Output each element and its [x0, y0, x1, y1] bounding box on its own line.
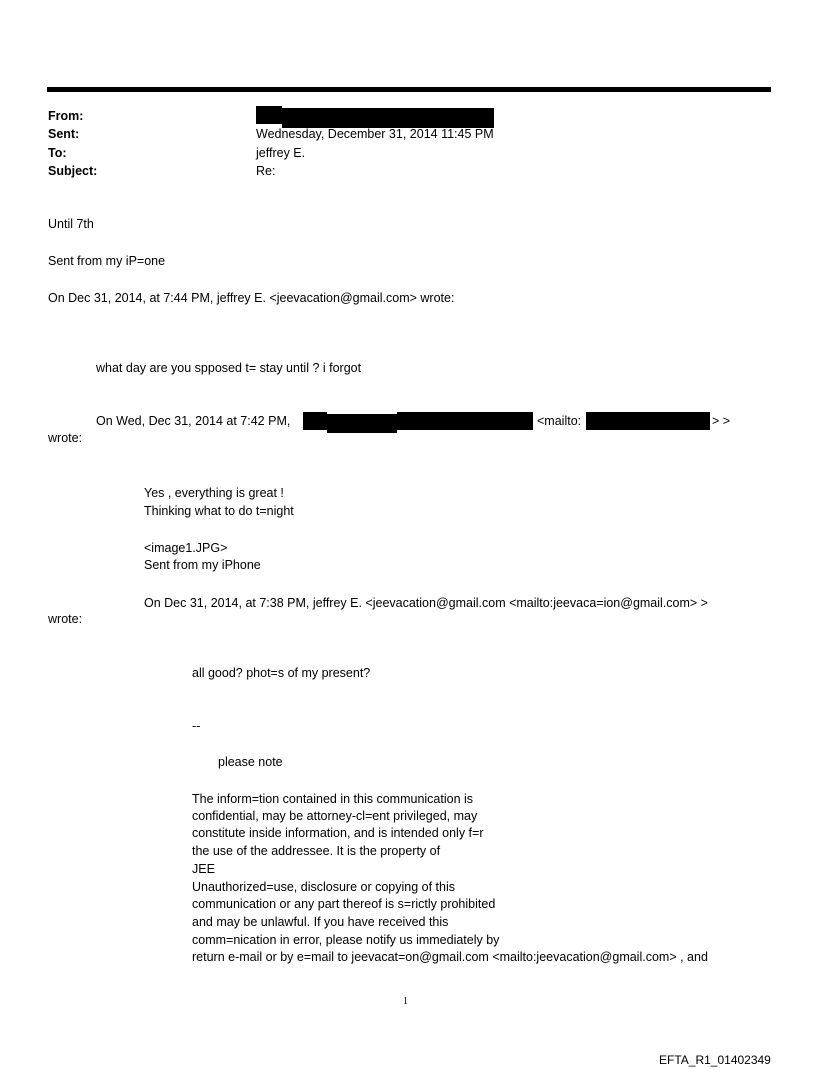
quote-mailto-end: > >	[712, 414, 731, 428]
redaction-block	[303, 412, 327, 430]
signature-note: please note	[218, 755, 283, 769]
quote-line: Sent from my iPhone	[144, 558, 261, 572]
disclaimer-line: Unauthorized=use, disclosure or copying of this	[192, 880, 455, 894]
header-rule	[47, 87, 771, 92]
quote-wrote: wrote:	[48, 612, 83, 626]
disclaimer-line: return e-mail or by e=mail to jeevacat=on@gmail.com <mailto:jeevacation@gmail.com> , and	[192, 950, 708, 964]
body-line: On Dec 31, 2014, at 7:44 PM, jeffrey E. <jeevacation@gmail.com> wrote:	[48, 291, 455, 305]
disclaimer-line: and may be unlawful. If you have received this	[192, 915, 449, 929]
page-number: 1	[403, 996, 408, 1007]
document-id: EFTA_R1_01402349	[659, 1053, 771, 1067]
quote-mailto: <mailto:	[537, 414, 582, 428]
quote-line: Thinking what to do t=night	[144, 504, 294, 518]
subject-label: Subject:	[48, 164, 98, 178]
to-label: To:	[48, 146, 67, 160]
redaction-block	[256, 106, 282, 124]
quote-line: what day are you spposed t= stay until ? i forgot	[96, 361, 362, 375]
redaction-block	[282, 108, 494, 128]
from-label: From:	[48, 109, 84, 123]
body-line: Until 7th	[48, 217, 94, 231]
quote-wrote: wrote:	[48, 431, 83, 445]
quote-line: all good? phot=s of my present?	[192, 666, 371, 680]
signature-dash: --	[192, 719, 201, 733]
quote-line: <image1.JPG>	[144, 541, 228, 555]
subject-value: Re:	[256, 164, 276, 178]
quote-attribution: On Dec 31, 2014, at 7:38 PM, jeffrey E. <jeevacation@gmail.com <mailto:jeevaca=ion@gmail.com> >	[144, 596, 708, 610]
redaction-block	[327, 414, 397, 433]
disclaimer-line: comm=nication in error, please notify us immediately by	[192, 933, 500, 947]
sent-label: Sent:	[48, 127, 80, 141]
disclaimer-line: constitute inside information, and is intended only f=r	[192, 826, 484, 840]
redaction-block	[586, 412, 710, 430]
to-value: jeffrey E.	[256, 146, 306, 160]
disclaimer-line: JEE	[192, 862, 215, 876]
disclaimer-line: The inform=tion contained in this communication is	[192, 792, 474, 806]
disclaimer-line: the use of the addressee. It is the property of	[192, 844, 441, 858]
disclaimer-line: communication or any part thereof is s=rictly prohibited	[192, 897, 496, 911]
redaction-block	[397, 412, 533, 430]
body-line: Sent from my iP=one	[48, 254, 166, 268]
disclaimer-line: confidential, may be attorney-cl=ent privileged, may	[192, 809, 478, 823]
sent-value: Wednesday, December 31, 2014 11:45 PM	[256, 127, 494, 141]
quote-line: Yes , everything is great !	[144, 486, 284, 500]
quote-attribution: On Wed, Dec 31, 2014 at 7:42 PM,	[96, 414, 291, 428]
